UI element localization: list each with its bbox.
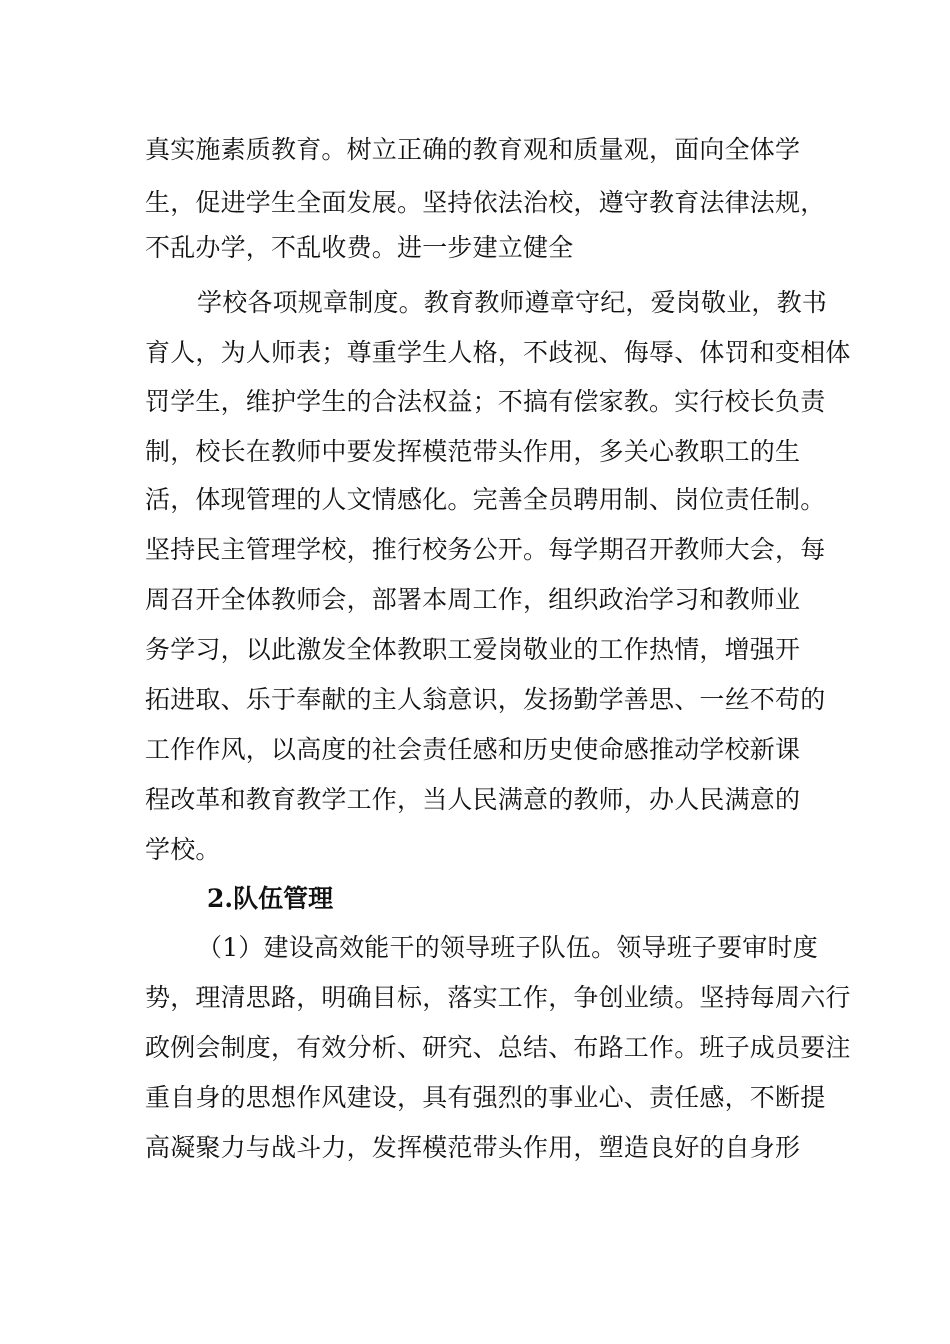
text-line: 势，理清思路，明确目标，落实工作，争创业绩。坚持每周六行 [145,983,851,1012]
text-line: 育人，为人师表；尊重学生人格，不歧视、侮辱、体罚和变相体 [145,338,851,367]
text-line: 罚学生，维护学生的合法权益；不搞有偿家教。实行校长负责 [145,387,826,416]
text-line: 务学习，以此激发全体教职工爱岗敬业的工作热情，增强开 [145,635,801,664]
text-line: 不乱办学，不乱收费。进一步建立健全 [145,233,574,262]
text-line: 程改革和教育教学工作，当人民满意的教师，办人民满意的 [145,785,801,814]
text-line: 真实施素质教育。树立正确的教育观和质量观，面向全体学 [145,135,801,164]
text-line: 拓进取、乐于奉献的主人翁意识，发扬勤学善思、一丝不苟的 [145,685,826,714]
text-line: 重自身的思想作风建设，具有强烈的事业心、责任感，不断提 [145,1083,826,1112]
text-line: 坚持民主管理学校，推行校务公开。每学期召开教师大会，每 [145,535,826,564]
text-line: 活，体现管理的人文情感化。完善全员聘用制、岗位责任制。 [145,485,826,514]
text-line: 生，促进学生全面发展。坚持依法治校，遵守教育法律法规， [145,188,826,217]
section-heading: 2.队伍管理 [207,884,334,913]
text-line: 高凝聚力与战斗力，发挥模范带头作用，塑造良好的自身形 [145,1133,801,1162]
text-line: 制，校长在教师中要发挥模范带头作用，多关心教职工的生 [145,437,801,466]
text-line: （1）建设高效能干的领导班子队伍。领导班子要审时度 [197,933,818,962]
text-line: 政例会制度，有效分析、研究、总结、布路工作。班子成员要注 [145,1033,851,1062]
text-line: 学校各项规章制度。教育教师遵章守纪，爱岗敬业，教书 [197,288,828,317]
text-line: 工作作风，以高度的社会责任感和历史使命感推动学校新课 [145,735,801,764]
text-line: 学校。 [145,835,221,864]
text-line: 周召开全体教师会，部署本周工作，组织政治学习和教师业 [145,585,801,614]
